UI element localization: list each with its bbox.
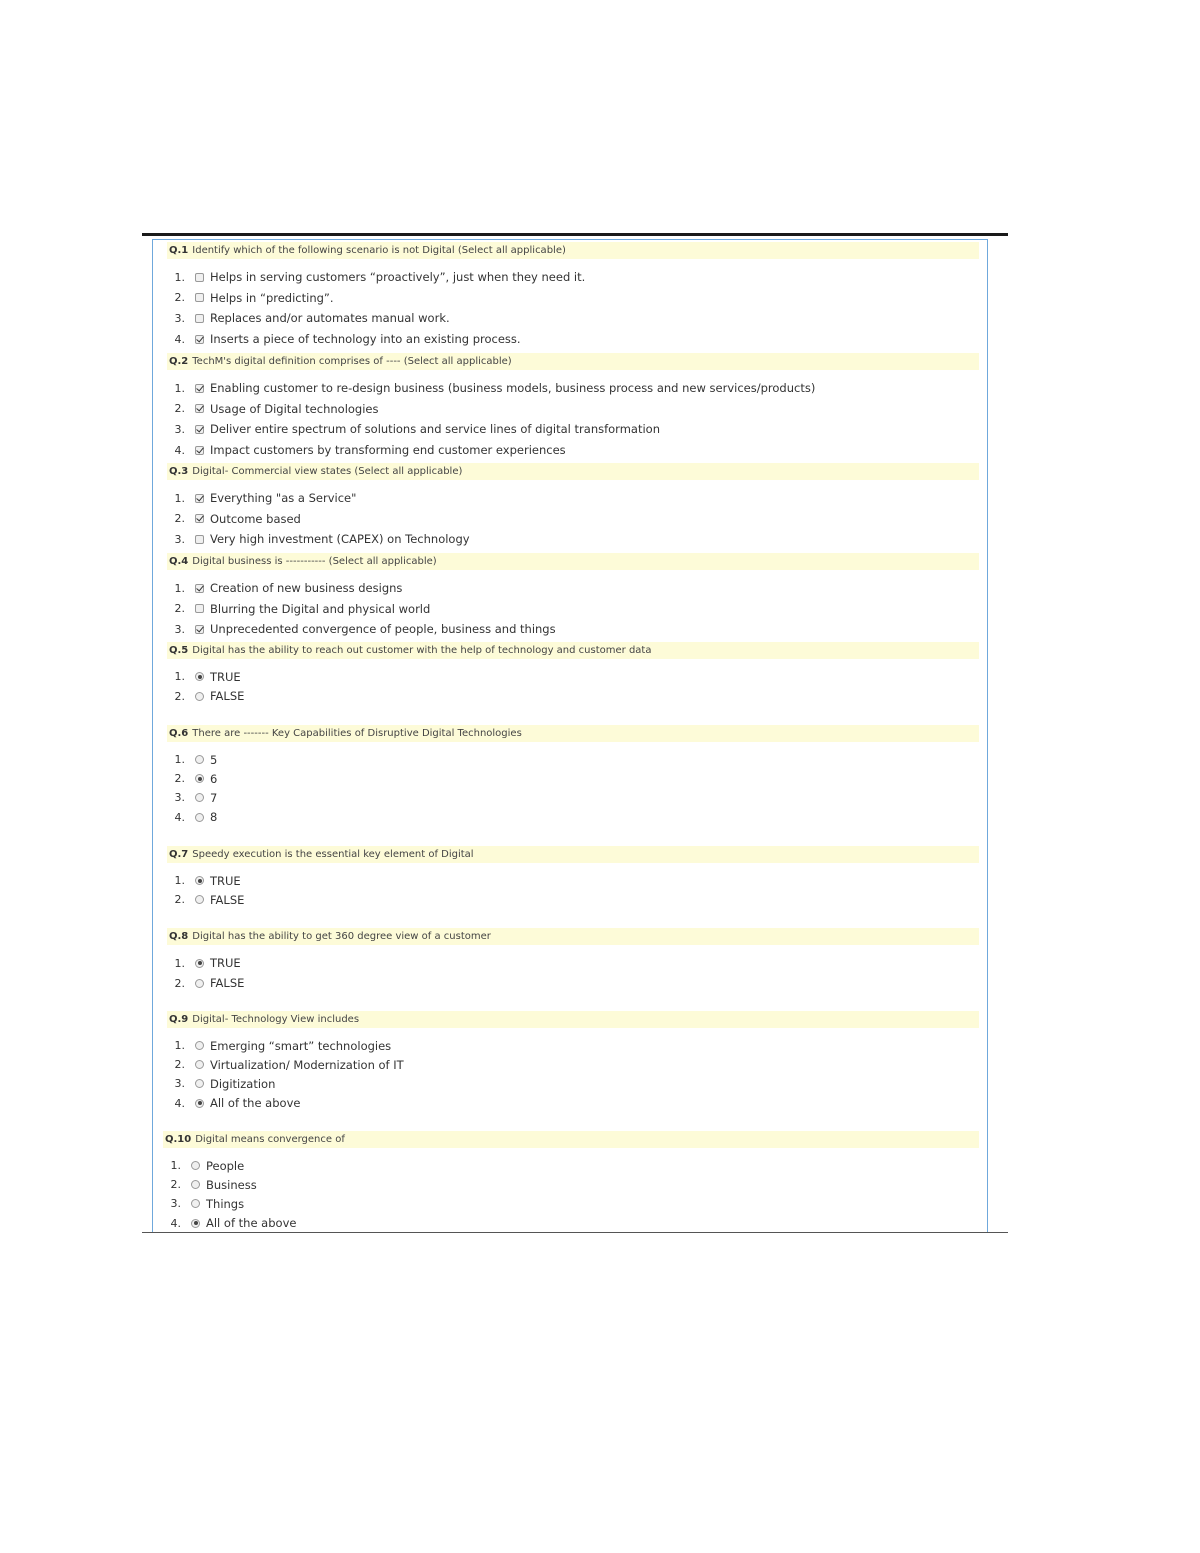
question-header	[167, 463, 979, 480]
question-number: Q.9	[169, 1014, 189, 1025]
option-label: Virtualization/ Modernization of IT	[210, 1057, 404, 1072]
option-row	[167, 529, 979, 550]
option-index: 2.	[174, 1058, 185, 1072]
option-row	[167, 488, 979, 509]
option-row	[167, 619, 979, 640]
option-radio[interactable]	[195, 1079, 204, 1088]
option-label: All of the above	[210, 1096, 301, 1111]
option-label: Replaces and/or automates manual work.	[210, 311, 450, 326]
question-number: Q.1	[169, 245, 189, 256]
question-text: Speedy execution is the essential key element of Digital	[192, 849, 474, 860]
option-label: Enabling customer to re-design business (business models, business process and new services/products)	[210, 381, 816, 396]
option-label: Helps in serving customers “proactively”, just when they need it.	[210, 270, 586, 285]
question-10	[163, 1131, 979, 1233]
option-row	[167, 1074, 979, 1093]
question-header	[167, 1011, 979, 1028]
option-row	[167, 308, 979, 329]
option-radio[interactable]	[195, 672, 204, 681]
option-row	[163, 1156, 979, 1175]
option-label: Everything "as a Service"	[210, 491, 357, 506]
option-radio[interactable]	[195, 876, 204, 885]
option-row	[167, 267, 979, 288]
option-row	[167, 788, 979, 807]
option-index: 2.	[174, 689, 185, 703]
option-row	[167, 378, 979, 399]
option-list	[167, 578, 979, 640]
option-list	[167, 378, 979, 460]
question-text: Digital has the ability to get 360 degree view of a customer	[192, 931, 491, 942]
option-label: Things	[206, 1196, 245, 1211]
option-index: 1.	[174, 581, 185, 595]
option-index: 2.	[174, 402, 185, 416]
option-label: TRUE	[210, 669, 241, 684]
option-radio[interactable]	[191, 1161, 200, 1170]
option-list	[167, 667, 979, 706]
option-label: Blurring the Digital and physical world	[210, 601, 431, 616]
option-row	[167, 890, 979, 909]
option-label: Emerging “smart” technologies	[210, 1038, 392, 1053]
question-number: Q.4	[169, 556, 189, 567]
option-index: 3.	[174, 622, 185, 636]
option-label: Outcome based	[210, 511, 301, 526]
option-label: 6	[210, 771, 218, 786]
option-row	[167, 973, 979, 993]
option-row	[167, 687, 979, 707]
option-checkbox[interactable]	[195, 446, 204, 455]
option-label: 8	[210, 810, 218, 825]
option-checkbox[interactable]	[195, 535, 204, 544]
option-label: 5	[210, 752, 218, 767]
question-text: Identify which of the following scenario is not Digital (Select all applicable)	[192, 245, 566, 256]
option-radio[interactable]	[191, 1219, 200, 1228]
option-index: 4.	[174, 810, 185, 824]
option-index: 1.	[174, 381, 185, 395]
option-label: Inserts a piece of technology into an existing process.	[210, 332, 521, 347]
option-row	[167, 509, 979, 530]
question-number: Q.5	[169, 645, 189, 656]
question-5	[167, 642, 979, 706]
option-label: FALSE	[210, 976, 245, 990]
question-9	[167, 1011, 979, 1113]
question-header	[167, 846, 979, 863]
option-radio[interactable]	[195, 1099, 204, 1108]
option-radio[interactable]	[195, 979, 204, 988]
option-list	[167, 953, 979, 993]
top-rule	[142, 233, 1008, 236]
option-row	[167, 578, 979, 599]
option-label: Business	[206, 1177, 257, 1192]
option-label: TRUE	[210, 873, 241, 888]
option-index: 1.	[170, 1159, 181, 1173]
option-index: 2.	[174, 291, 185, 305]
option-index: 1.	[174, 270, 185, 284]
question-header	[167, 242, 979, 259]
question-text: Digital business is ----------- (Select all applicable)	[192, 556, 437, 567]
question-number: Q.7	[169, 849, 189, 860]
question-text: There are ------- Key Capabilities of Disruptive Digital Technologies	[192, 728, 522, 739]
option-row	[163, 1214, 979, 1233]
option-radio[interactable]	[195, 793, 204, 802]
option-label: Digitization	[210, 1076, 276, 1091]
option-index: 4.	[170, 1216, 181, 1230]
option-index: 2.	[174, 976, 185, 990]
option-row	[167, 419, 979, 440]
option-checkbox[interactable]	[195, 514, 204, 523]
option-label: Very high investment (CAPEX) on Technology	[210, 532, 470, 547]
option-index: 1.	[174, 753, 185, 767]
question-text: Digital- Technology View includes	[192, 1014, 360, 1025]
option-row	[167, 953, 979, 973]
option-index: 2.	[174, 772, 185, 786]
option-index: 2.	[174, 602, 185, 616]
option-radio[interactable]	[195, 959, 204, 968]
option-row	[167, 667, 979, 687]
question-7	[167, 846, 979, 909]
option-list	[167, 750, 979, 827]
option-radio[interactable]	[195, 1060, 204, 1069]
question-header	[167, 353, 979, 370]
option-row	[163, 1175, 979, 1194]
option-row	[167, 399, 979, 420]
option-label: FALSE	[210, 689, 245, 704]
question-number: Q.3	[169, 466, 189, 477]
option-label: Deliver entire spectrum of solutions and service lines of digital transformation	[210, 422, 660, 437]
option-radio[interactable]	[195, 813, 204, 822]
question-4	[167, 553, 979, 640]
option-row	[167, 769, 979, 788]
option-row	[167, 288, 979, 309]
option-checkbox[interactable]	[195, 625, 204, 634]
option-label: Creation of new business designs	[210, 581, 403, 596]
bottom-rule	[142, 1232, 1008, 1233]
option-checkbox[interactable]	[195, 584, 204, 593]
option-row	[167, 440, 979, 461]
question-header	[167, 553, 979, 570]
option-radio[interactable]	[191, 1180, 200, 1189]
option-index: 1.	[174, 491, 185, 505]
option-checkbox[interactable]	[195, 494, 204, 503]
option-list	[163, 1156, 979, 1233]
option-checkbox[interactable]	[195, 604, 204, 613]
option-index: 3.	[170, 1197, 181, 1211]
option-index: 3.	[174, 532, 185, 546]
option-row	[167, 1036, 979, 1055]
option-index: 2.	[170, 1178, 181, 1192]
question-text: Digital means convergence of	[195, 1134, 345, 1145]
option-checkbox[interactable]	[195, 273, 204, 282]
option-label: Unprecedented convergence of people, business and things	[210, 622, 556, 637]
option-row	[167, 871, 979, 890]
option-row	[167, 750, 979, 769]
question-3	[167, 463, 979, 550]
option-index: 4.	[174, 1096, 185, 1110]
option-radio[interactable]	[195, 755, 204, 764]
option-checkbox[interactable]	[195, 404, 204, 413]
option-label: All of the above	[206, 1216, 297, 1231]
option-label: FALSE	[210, 892, 245, 907]
option-index: 1.	[174, 1039, 185, 1053]
option-label: 7	[210, 790, 218, 805]
option-list	[167, 267, 979, 349]
option-checkbox[interactable]	[195, 314, 204, 323]
option-row	[167, 1094, 979, 1113]
option-index: 2.	[174, 512, 185, 526]
question-header	[167, 928, 979, 945]
option-label: TRUE	[210, 956, 241, 970]
question-header	[163, 1131, 979, 1148]
option-radio[interactable]	[191, 1199, 200, 1208]
option-label: Helps in “predicting”.	[210, 290, 334, 305]
option-index: 4.	[174, 443, 185, 457]
question-8	[167, 928, 979, 993]
option-index: 2.	[174, 893, 185, 906]
option-radio[interactable]	[195, 692, 204, 701]
option-index: 1.	[174, 874, 185, 887]
option-row	[167, 808, 979, 827]
option-row	[167, 599, 979, 620]
question-2	[167, 353, 979, 460]
option-radio[interactable]	[195, 895, 204, 904]
option-label: Impact customers by transforming end customer experiences	[210, 443, 566, 458]
option-index: 3.	[174, 791, 185, 805]
question-6	[167, 725, 979, 827]
option-index: 3.	[174, 311, 185, 325]
question-number: Q.2	[169, 356, 189, 367]
option-index: 1.	[174, 670, 185, 684]
question-number: Q.10	[165, 1134, 192, 1145]
option-list	[167, 1036, 979, 1113]
question-text: Digital- Commercial view states (Select all applicable)	[192, 466, 463, 477]
option-index: 4.	[174, 332, 185, 346]
question-text: Digital has the ability to reach out customer with the help of technology and customer data	[192, 645, 652, 656]
option-list	[167, 871, 979, 909]
question-header	[167, 642, 979, 659]
question-number: Q.6	[169, 728, 189, 739]
quiz-frame	[152, 239, 988, 1232]
option-checkbox[interactable]	[195, 425, 204, 434]
option-checkbox[interactable]	[195, 293, 204, 302]
option-list	[167, 488, 979, 550]
question-1	[167, 242, 979, 349]
option-row	[163, 1194, 979, 1213]
option-checkbox[interactable]	[195, 384, 204, 393]
option-index: 3.	[174, 1077, 185, 1091]
option-row	[167, 1055, 979, 1074]
option-checkbox[interactable]	[195, 335, 204, 344]
option-radio[interactable]	[195, 1041, 204, 1050]
option-label: People	[206, 1158, 245, 1173]
question-number: Q.8	[169, 931, 189, 942]
option-row	[167, 329, 979, 350]
question-text: TechM's digital definition comprises of ---- (Select all applicable)	[192, 356, 512, 367]
option-radio[interactable]	[195, 774, 204, 783]
option-label: Usage of Digital technologies	[210, 401, 379, 416]
option-index: 3.	[174, 422, 185, 436]
option-index: 1.	[174, 956, 185, 970]
question-header	[167, 725, 979, 742]
